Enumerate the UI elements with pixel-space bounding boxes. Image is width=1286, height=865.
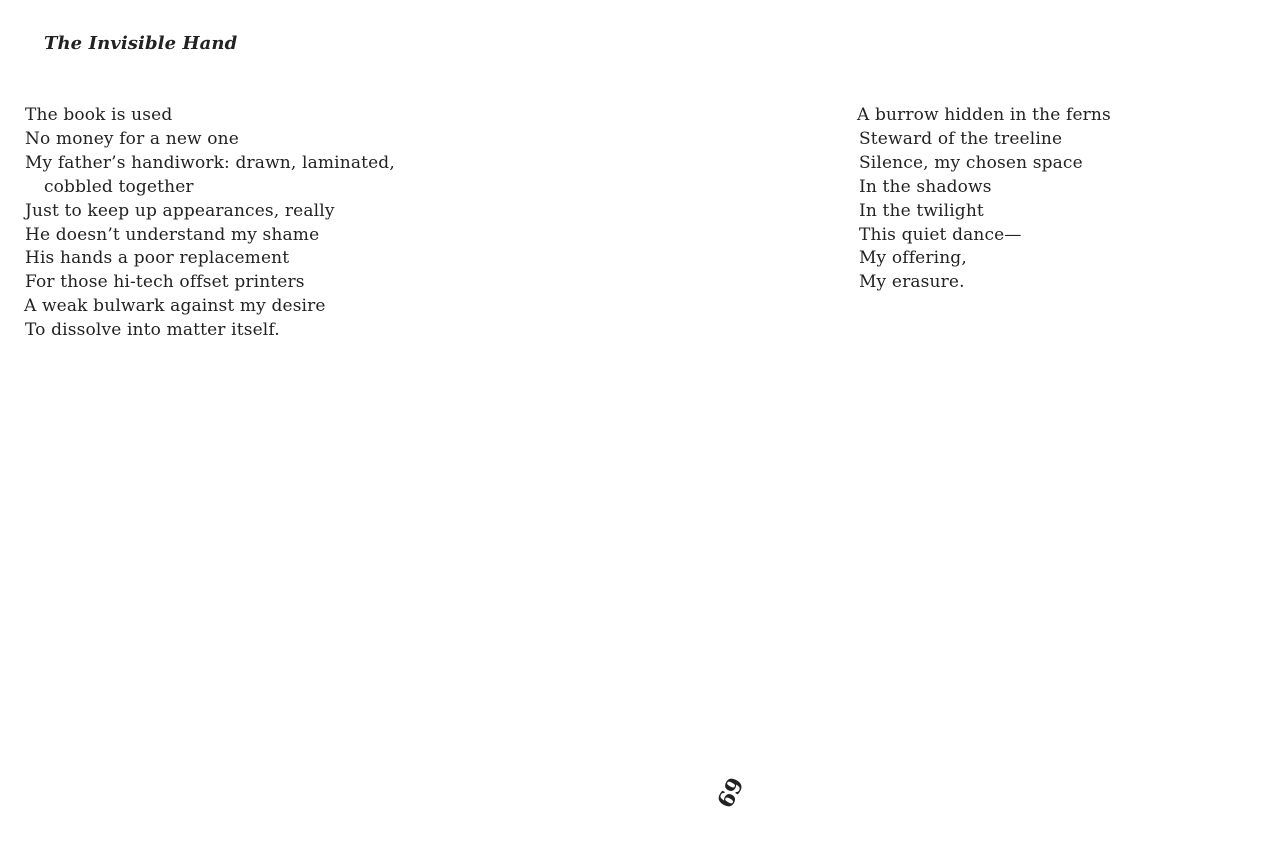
poem-line: Just to keep up appearances, really	[25, 200, 335, 221]
poem-left-column	[25, 104, 395, 343]
poem-line: Silence, my chosen space	[859, 152, 1083, 173]
poem-line: My offering,	[859, 248, 967, 269]
poem-line: For those hi-tech offset printers	[25, 272, 305, 293]
poem-line: This quiet dance—	[859, 224, 1022, 245]
poem-line: His hands a poor replacement	[25, 248, 290, 269]
poem-line: The book is used	[25, 105, 173, 125]
poem-line: Steward of the treeline	[859, 128, 1063, 149]
page-title: The Invisible Hand	[44, 33, 238, 54]
poem-line: He doesn’t understand my shame	[25, 224, 320, 245]
poem-right-column	[859, 104, 1111, 295]
poem-line: To dissolve into matter itself.	[25, 320, 280, 341]
poem-line: My erasure.	[859, 272, 965, 293]
poem-line: A weak bulwark against my desire	[24, 296, 326, 317]
poem-line: In the shadows	[859, 176, 992, 197]
poem-line: My father’s handiwork: drawn, laminated,	[25, 152, 395, 173]
poem-line: No money for a new one	[25, 128, 239, 149]
poem-line: In the twilight	[859, 200, 984, 221]
poem-line-continuation: cobbled together	[44, 176, 194, 197]
poem-line: A burrow hidden in the ferns	[857, 105, 1111, 125]
page-number: 69	[712, 773, 750, 813]
